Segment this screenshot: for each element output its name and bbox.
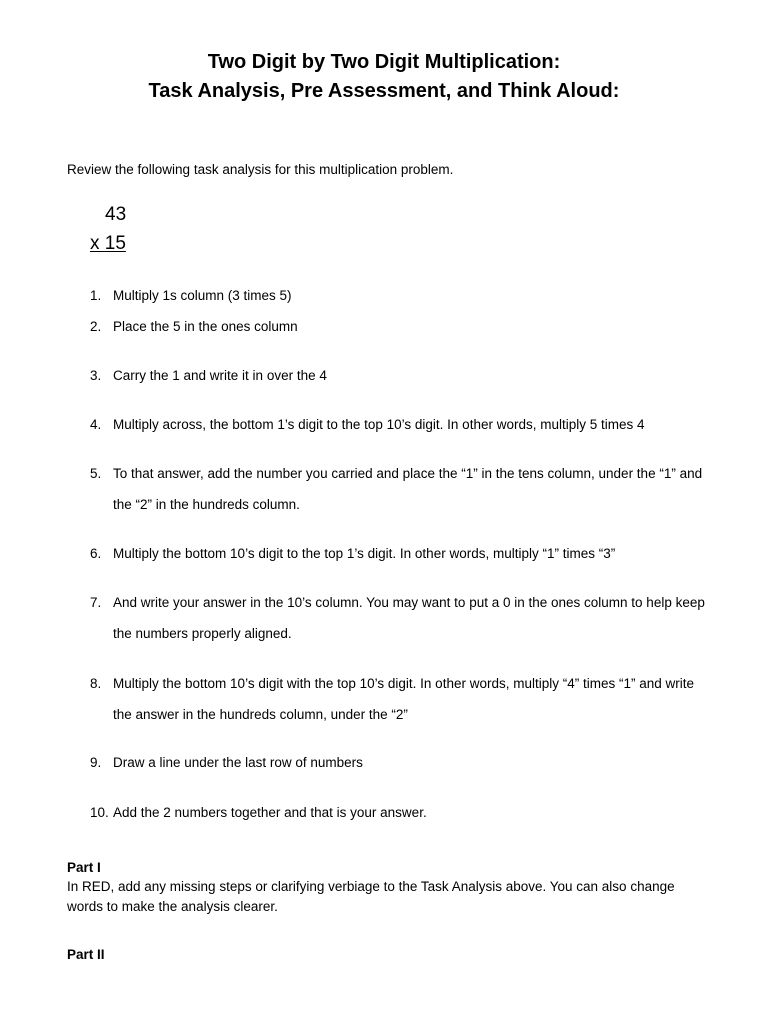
- step-text: Carry the 1 and write it in over the 4: [113, 368, 327, 383]
- step-item: [90, 668, 705, 730]
- step-number: 5.: [90, 466, 102, 481]
- step-item: [90, 538, 705, 569]
- step-number: 2.: [90, 319, 102, 334]
- step-item: [90, 360, 705, 391]
- problem-bottom-line: x 15: [90, 233, 126, 254]
- step-number: 1.: [90, 288, 102, 303]
- step-text: Place the 5 in the ones column: [113, 319, 298, 334]
- step-text: Multiply across, the bottom 1’s digit to the top 10’s digit. In other words, multiply 5 times 4: [113, 417, 645, 432]
- step-item: [90, 797, 705, 828]
- step-number: 8.: [90, 676, 102, 691]
- document-title-line-1: Two Digit by Two Digit Multiplication:: [207, 51, 561, 73]
- multiplication-problem: [90, 200, 126, 258]
- step-item: [90, 409, 705, 440]
- step-number: 6.: [90, 546, 102, 561]
- step-number: 3.: [90, 368, 102, 383]
- step-text: Multiply 1s column (3 times 5): [113, 288, 292, 303]
- step-text: Add the 2 numbers together and that is your answer.: [113, 805, 427, 820]
- step-item: [90, 747, 705, 778]
- part-1-instructions: In RED, add any missing steps or clarifying verbiage to the Task Analysis above. You can also change words to make the analysis clearer.: [67, 879, 675, 914]
- step-item: [90, 280, 705, 311]
- step-text: Multiply the bottom 10’s digit to the top 1’s digit. In other words, multiply “1” times “3”: [113, 546, 616, 561]
- step-text: Draw a line under the last row of numbers: [113, 755, 363, 770]
- step-text: And write your answer in the 10’s column. You may want to put a 0 in the ones column to help keep the numbers properly aligned.: [113, 595, 705, 641]
- step-text: Multiply the bottom 10’s digit with the top 10’s digit. In other words, multiply “4” times “1” and write the answer in the hundreds column, under the “2”: [113, 676, 695, 722]
- step-number: 4.: [90, 417, 102, 432]
- step-number: 10.: [90, 805, 109, 820]
- part-2-heading: Part II: [67, 947, 105, 962]
- step-text: To that answer, add the number you carried and place the “1” in the tens column, under the “1” and the “2” in the hundreds column.: [113, 466, 703, 512]
- document-title-line-2: Task Analysis, Pre Assessment, and Think Aloud:: [148, 80, 620, 102]
- step-number: 7.: [90, 595, 102, 610]
- step-item: [90, 458, 705, 520]
- problem-top-number: 43: [105, 204, 127, 225]
- step-number: 9.: [90, 755, 102, 770]
- part-1-heading: Part I: [67, 860, 101, 875]
- step-item: [90, 587, 705, 649]
- step-item: [90, 311, 705, 342]
- intro-paragraph: Review the following task analysis for this multiplication problem.: [67, 162, 454, 177]
